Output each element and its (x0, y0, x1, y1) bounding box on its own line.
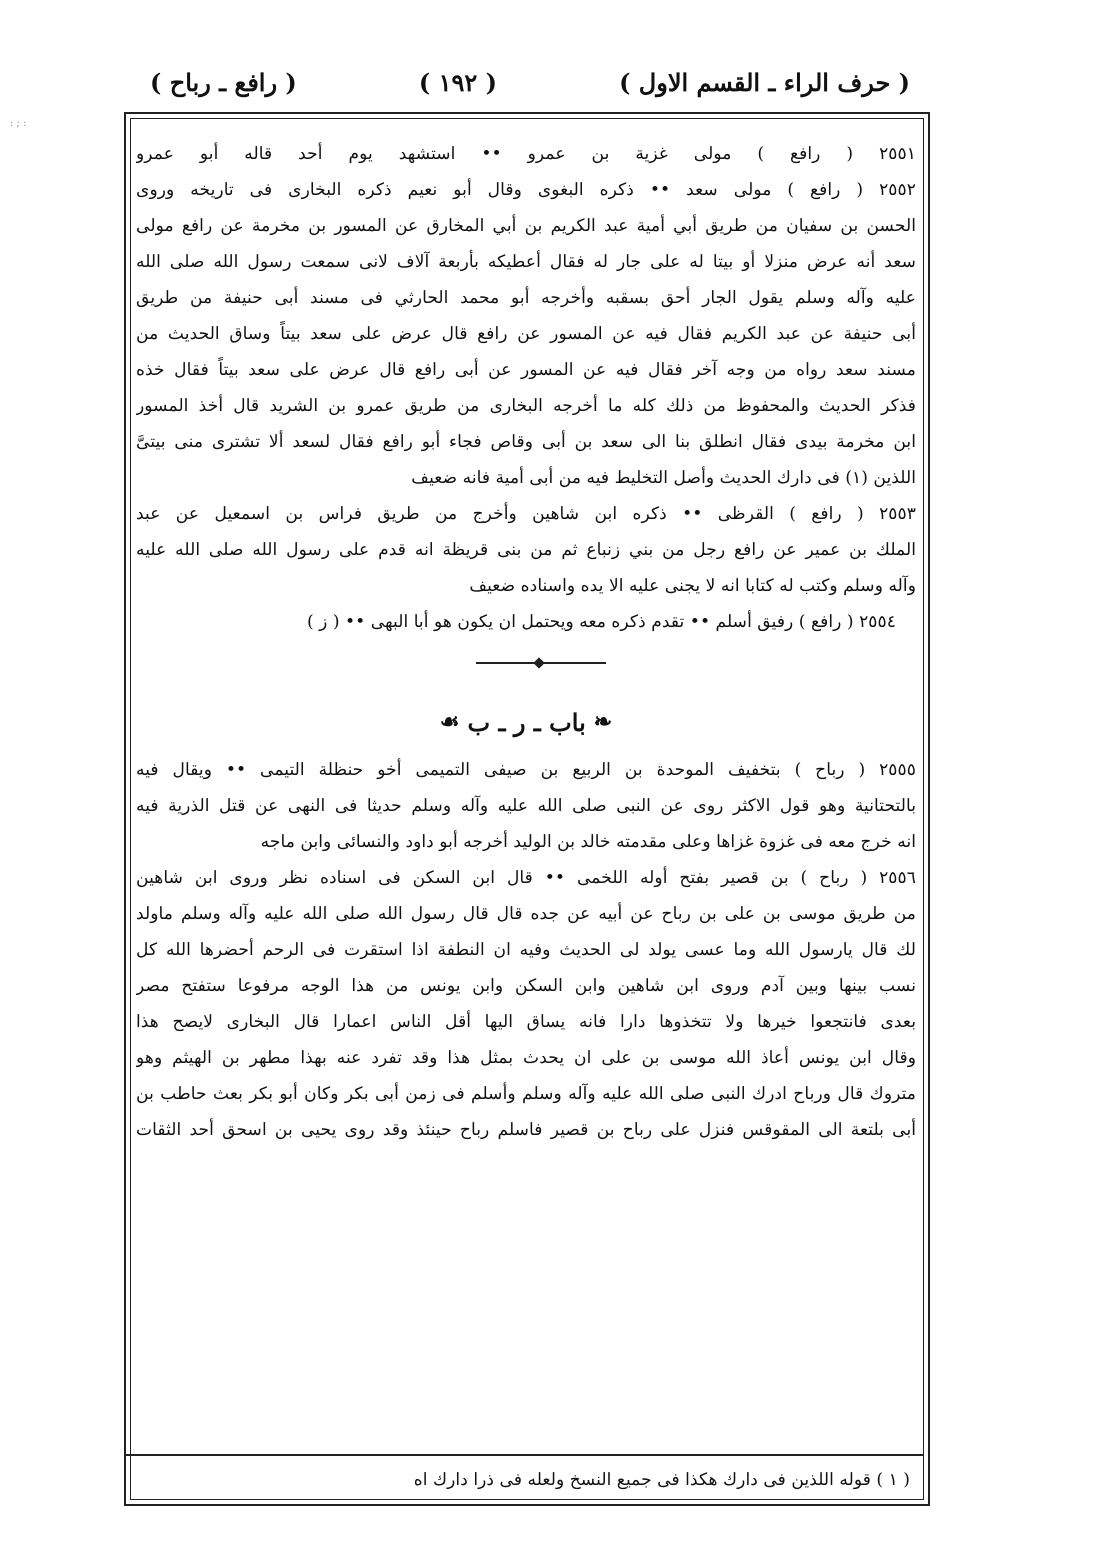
text-line: وقال ابن يونس أعاذ الله موسى بن على ان يحدث بمثل هذا وقد تفرد عنه بهذا مطهر بن الهيثم وهو (136, 1048, 916, 1068)
text-line: ٢٥٥٥ ( رباح ) بتخفيف الموحدة بن الربيع بن صيفى التميمى أخو حنظلة التيمى •• ويقال فيه (136, 760, 916, 780)
text-line: لك قال يارسول الله وما عسى يولد لى الحديث وفيه ان النطفة اذا استقرت فى الرحم أحضرها الله كل (136, 940, 916, 960)
text-line: فذكر الحديث والمحفوظ من ذلك كله ما أخرجه البخارى من طريق عمرو بن الشريد قال أخذ المسور (136, 396, 916, 416)
chapter-heading (136, 692, 916, 752)
text-line: متروك قال ورباح ادرك النبى صلى الله عليه وآله وسلم وأسلم فى زمن أبى بكر وكان أبو بكر بعث حاطب بن (136, 1084, 916, 1104)
text-line: بالتحتانية وهو قول الاكثر روى عن النبى صلى الله عليه وآله وسلم حديثا فى النهى عن قتل الذرية فيه (136, 796, 916, 816)
entries-bottom (136, 752, 916, 1148)
text-line: عليه وآله وسلم يقول الجار أحق بسقبه وأخرجه أبو محمد الحارثي فى مسند أبى حنيفة من طريق (136, 288, 916, 308)
entries-top (136, 136, 916, 640)
text-line: ٢٥٥٣ ( رافع ) القرظى •• ذكره ابن شاهين وأخرج من طريق فراس بن اسمعيل عن عبد (136, 504, 916, 524)
text-line: انه خرج معه فى غزوة غزاها وعلى مقدمته خالد بن الوليد أخرجه أبو داود والنسائى وابن ماجه (260, 832, 916, 852)
divider-diamond-icon (533, 657, 544, 668)
text-line: سعد أنه عرض منزلا أو بيتا له على جار له فقال أعطيكه بأربعة آلاف لانى سمعت رسول الله صلى الله (136, 252, 916, 272)
page-header (150, 60, 910, 104)
text-line: ٢٥٥١ ( رافع ) مولى غزية بن عمرو •• استشهد يوم أحد قاله أبو عمرو (136, 144, 916, 164)
text-line: الملك بن عمير عن رافع رجل من بني زنباع ثم من بنى قريظة انه قدم على رسول الله صلى الله عليه (136, 540, 916, 560)
section-title: ( حرف الراء ـ القسم الاول ) (619, 67, 910, 97)
text-line: وآله وسلم وكتب له كتابا انه لا يجنى عليه الا يده واسناده ضعيف (469, 576, 916, 596)
footnote: ( ١ ) قوله اللذين فى دارك هكذا فى جميع النسخ ولعله فى ذرا دارك اه (413, 1470, 910, 1490)
text-line: ٢٥٥٢ ( رافع ) مولى سعد •• ذكره البغوى وقال أبو نعيم ذكره البخارى فى تاريخه وروى (136, 180, 916, 200)
footnote-rule (126, 1454, 924, 1456)
text-line: ٢٥٥٤ ( رافع ) رفيق أسلم •• تقدم ذكره معه ويحتمل ان يكون هو أبا البهى •• ( ز ) (306, 612, 896, 632)
margin-mark: : ; : (10, 118, 27, 129)
section-divider (136, 644, 916, 684)
text-line: بعدى فانتجعوا خيرها ولا تتخذوها دارا فانه يساق اليها أقل الناس اعمارا قال البخارى لايصح هذا (136, 1012, 916, 1032)
text-line: مسند سعد رواه من وجه آخر فقال فيه عن المسور عن أبى رافع قال عرض على سعد بيتاً فقال خذه (136, 360, 916, 380)
text-line: أبى حنيفة عن عبد الكريم فقال فيه عن المسور عن رافع قال عرض على سعد بيتاً وساق الحديث من (136, 324, 916, 344)
page-content (136, 136, 916, 1148)
ornament-right-icon: ❧ (593, 709, 613, 735)
text-line: ٢٥٥٦ ( رباح ) بن قصير بفتح أوله اللخمى •• قال ابن السكن فى اسناده نظر وروى ابن شاهين (136, 868, 916, 888)
ornament-left-icon: ☙ (439, 709, 460, 735)
text-line: أبى بلتعة الى المقوقس فنزل على رباح بن قصير فاسلم رباح حينئذ وقد روى يحيى بن اسحق أحد الثقات (136, 1120, 916, 1140)
entry-range: ( رافع ـ رباح ) (150, 67, 297, 97)
text-line: نسب بينها وبين آدم وروى ابن شاهين وابن السكن وابن يونس من هذا الوجه مرفوعا ستفتح مصر (136, 976, 916, 996)
text-line: ابن مخرمة بيدى فقال انطلق بنا الى سعد بن أبى وقاص فجاء أبو رافع فقال لسعد ألا تشترى منى بيتىَّ (136, 432, 916, 452)
page-frame (124, 112, 930, 1506)
page-number: ( ١٩٢ ) (418, 67, 497, 97)
text-line: الحسن بن سفيان من طريق أبي أمية عبد الكريم بن أبي المخارق عن المسور بن مخرمة عن رافع مولى (136, 216, 916, 236)
text-line: اللذين (١) فى دارك الحديث وأصل التخليط فيه من أبى أمية فانه ضعيف (411, 468, 916, 488)
text-line: من طريق موسى بن على بن رباح عن أبيه عن جده قال قال رسول الله صلى الله عليه وآله وسلم ماولد (136, 904, 916, 924)
chapter-title: باب ـ ر ـ ب (467, 707, 586, 737)
